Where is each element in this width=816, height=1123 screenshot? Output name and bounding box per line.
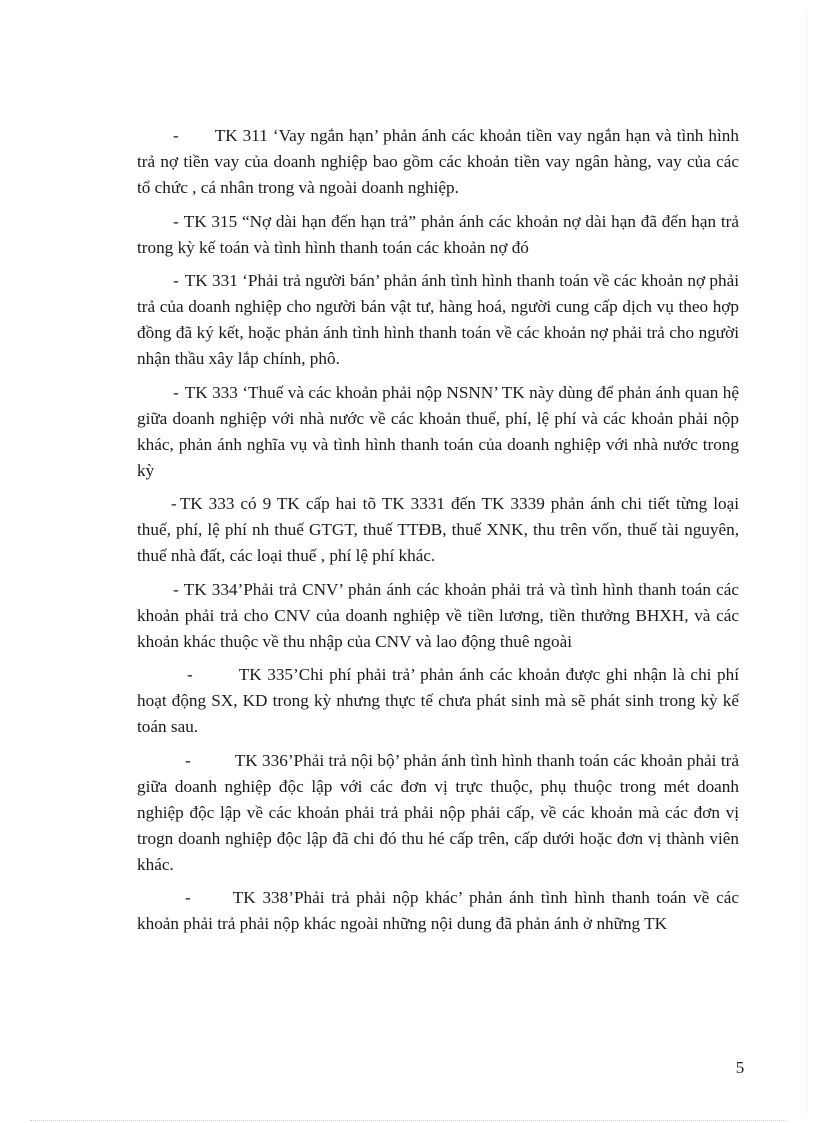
paragraph-tk334 [137,577,739,655]
page-bottom-border [30,1120,786,1121]
paragraph-dash: - [173,382,179,402]
page-right-border [806,10,807,1113]
paragraph-text: TK 333 có 9 TK cấp hai tõ TK 3331 đến TK 3339 phản ánh chi tiết từng loại thuế, phí, lệ phí nh thuế GTGT, thuế TTĐB, thuế XNK, thu trên vốn, thuế tài nguyên, thuế nhà đất, các loại thuế , phí lệ phí khác. [137,494,739,565]
paragraph-text: TK 333 ‘Thuế và các khoản phải nộp NSNN’ TK này dùng để phản ánh quan hệ giữa doanh nghiệp với nhà nước về các khoản thuế, phí, lệ phí và các khoản phải nộp khác, phản ánh nghĩa vụ và tình hình thanh toán của doanh nghiệp với nhà nước trong kỳ [137,382,739,480]
paragraph-dash: - [185,750,191,770]
paragraph-text: TK 315 “Nợ dài hạn đến hạn trả” phản ánh các khoản nợ dài hạn đã đến hạn trả trong kỳ kế toán và tình hình thanh toán các khoản nợ đó [137,211,739,257]
paragraph-tk311 [137,123,739,201]
paragraph-text: TK 334’Phải trả CNV’ phản ánh các khoản phải trả và tình hình thanh toán các khoản phải trả cho CNV của doanh nghiệp về tiền lương, tiền thưởng BHXH, và các khoản khác thuộc về thu nhập của CNV và lao động thuê ngoài [137,579,739,651]
paragraph-tk336 [137,748,739,878]
paragraph-text: TK 335’Chi phí phải trả’ phản ánh các khoản được ghi nhận là chi phí hoạt động SX, KD trong kỳ nhưng thực tế chưa phát sinh mà sẽ phát sinh trong kỳ kế toán sau. [137,665,739,736]
paragraph-text: TK 336’Phải trả nội bộ’ phản ánh tình hình thanh toán các khoản phải trả giữa doanh nghiệp độc lập với các đơn vị trực thuộc, phụ thuộc trong mét doanh nghiệp độc lập về các khoản phải trả phải nộp phải cấp, về các khoản mà các đơn vị trogn doanh nghiệp độc lập đã chi đó thu hé cấp trên, cấp dưới hoặc đơn vị thành viên khác. [137,750,739,874]
paragraph-dash: - [173,271,179,290]
paragraph-dash: - [173,579,179,599]
paragraph-dash: - [173,211,179,231]
paragraph-dash: - [185,888,191,907]
body-text [137,123,739,937]
paragraph-text: TK 338’Phải trả phải nộp khác’ phản ánh tình hình thanh toán về các khoản phải trả phải nộp khác ngoài những nội dung đã phản ánh ở những TK [137,888,739,933]
paragraph-tk333 [137,380,739,484]
paragraph-tk331 [137,268,739,372]
paragraph-tk338 [137,885,739,937]
paragraph-text: TK 331 ‘Phải trả người bán’ phản ánh tình hình thanh toán về các khoản nợ phải trả của doanh nghiệp cho người bán vật tư, hàng hoá, người cung cấp dịch vụ theo hợp đồng đã ký kết, hoặc phản ánh tình hình thanh toán về các khoản nợ phải trả cho người nhận thầu xây lắp chính, phô. [137,271,739,368]
paragraph-dash: - [171,494,177,513]
paragraph-tk333-subaccounts [137,491,739,569]
paragraph-dash: - [187,665,193,684]
page-number: 5 [735,1058,745,1077]
paragraph-tk315 [137,209,739,261]
paragraph-tk335 [137,662,739,740]
paragraph-text: TK 311 ‘Vay ngắn hạn’ phản ánh các khoản tiền vay ngắn hạn và tình hình trả nợ tiền vay của doanh nghiệp bao gồm các khoản tiền vay ngân hàng, vay của các tổ chức , cá nhân trong và ngoài doanh nghiệp. [137,126,739,197]
paragraph-dash: - [173,126,179,145]
